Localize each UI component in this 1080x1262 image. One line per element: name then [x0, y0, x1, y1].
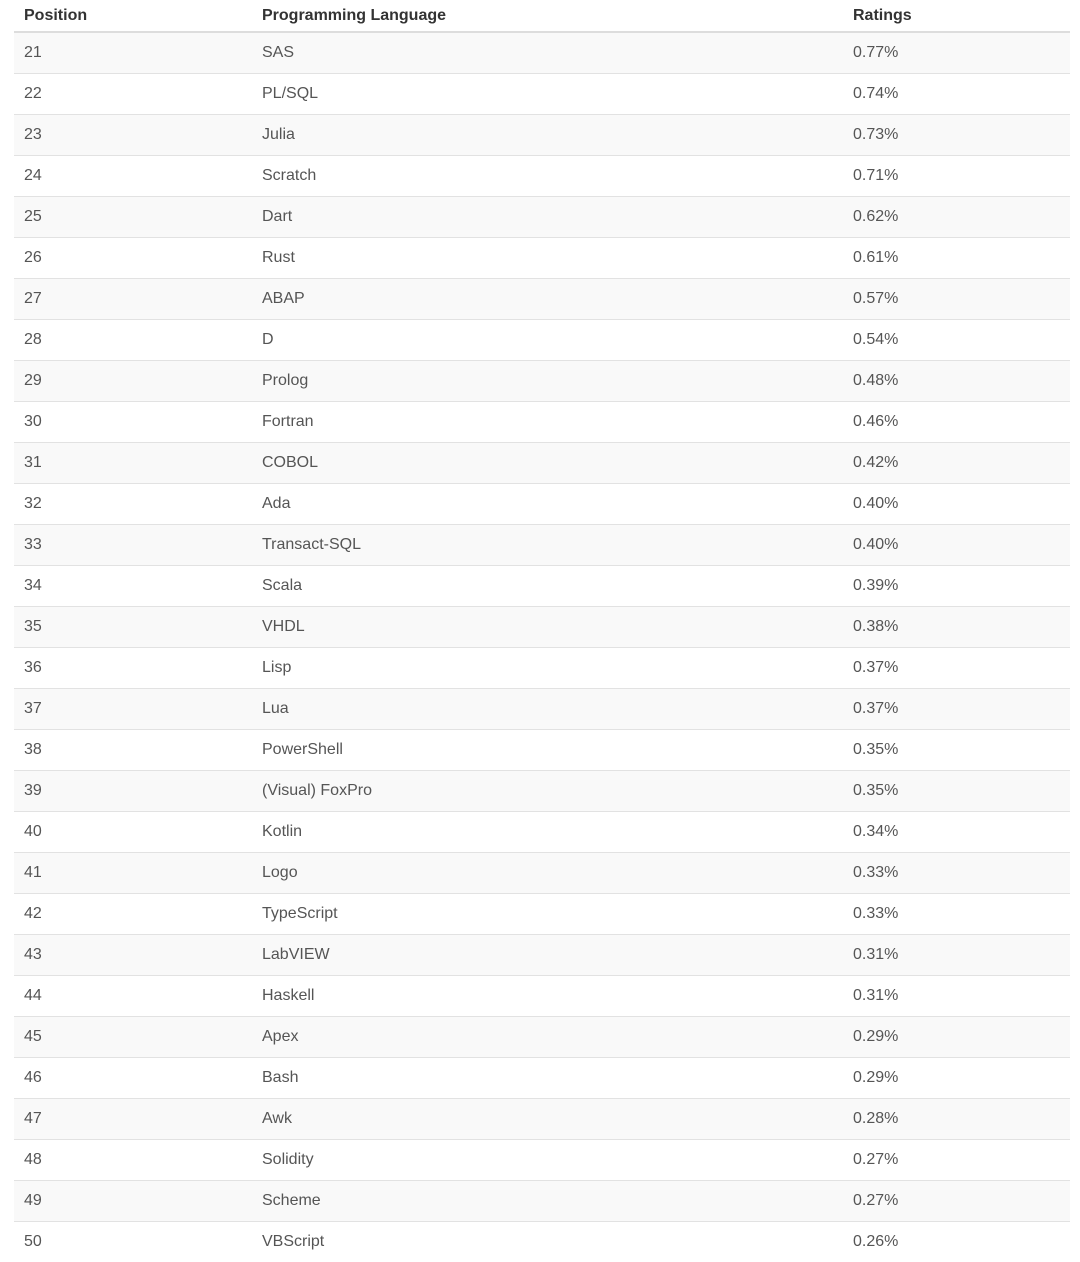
- cell-rating: 0.27%: [843, 1180, 1070, 1221]
- table-row: [14, 565, 1070, 606]
- table-row: [14, 442, 1070, 483]
- table-row: [14, 770, 1070, 811]
- cell-position: 37: [14, 688, 252, 729]
- table-row: [14, 811, 1070, 852]
- cell-position: 21: [14, 32, 252, 73]
- cell-language: Rust: [252, 237, 843, 278]
- cell-language: Ada: [252, 483, 843, 524]
- cell-position: 38: [14, 729, 252, 770]
- cell-rating: 0.77%: [843, 32, 1070, 73]
- cell-rating: 0.27%: [843, 1139, 1070, 1180]
- table-row: [14, 1098, 1070, 1139]
- cell-position: 49: [14, 1180, 252, 1221]
- cell-rating: 0.48%: [843, 360, 1070, 401]
- table-row: [14, 401, 1070, 442]
- header-row: [14, 0, 1070, 32]
- table-row: [14, 196, 1070, 237]
- cell-language: Fortran: [252, 401, 843, 442]
- table-row: [14, 319, 1070, 360]
- table-row: [14, 975, 1070, 1016]
- cell-language: LabVIEW: [252, 934, 843, 975]
- cell-language: Julia: [252, 114, 843, 155]
- cell-position: 44: [14, 975, 252, 1016]
- cell-position: 30: [14, 401, 252, 442]
- table-row: [14, 360, 1070, 401]
- cell-rating: 0.71%: [843, 155, 1070, 196]
- cell-language: Logo: [252, 852, 843, 893]
- ranking-table-container: [14, 0, 1070, 1262]
- cell-rating: 0.57%: [843, 278, 1070, 319]
- cell-rating: 0.29%: [843, 1057, 1070, 1098]
- cell-rating: 0.29%: [843, 1016, 1070, 1057]
- cell-language: Awk: [252, 1098, 843, 1139]
- cell-position: 48: [14, 1139, 252, 1180]
- cell-language: Solidity: [252, 1139, 843, 1180]
- cell-rating: 0.38%: [843, 606, 1070, 647]
- cell-language: Lua: [252, 688, 843, 729]
- cell-rating: 0.37%: [843, 688, 1070, 729]
- table-row: [14, 1016, 1070, 1057]
- cell-rating: 0.31%: [843, 975, 1070, 1016]
- cell-rating: 0.35%: [843, 770, 1070, 811]
- cell-language: Dart: [252, 196, 843, 237]
- table-row: [14, 278, 1070, 319]
- cell-rating: 0.39%: [843, 565, 1070, 606]
- column-header-ratings: Ratings: [843, 0, 1070, 32]
- cell-rating: 0.42%: [843, 442, 1070, 483]
- cell-position: 24: [14, 155, 252, 196]
- cell-position: 26: [14, 237, 252, 278]
- cell-position: 34: [14, 565, 252, 606]
- cell-position: 40: [14, 811, 252, 852]
- table-row: [14, 483, 1070, 524]
- cell-language: Bash: [252, 1057, 843, 1098]
- cell-position: 45: [14, 1016, 252, 1057]
- cell-language: Kotlin: [252, 811, 843, 852]
- table-row: [14, 606, 1070, 647]
- cell-language: TypeScript: [252, 893, 843, 934]
- cell-language: Apex: [252, 1016, 843, 1057]
- table-row: [14, 934, 1070, 975]
- cell-rating: 0.54%: [843, 319, 1070, 360]
- cell-language: PL/SQL: [252, 73, 843, 114]
- cell-rating: 0.61%: [843, 237, 1070, 278]
- cell-rating: 0.28%: [843, 1098, 1070, 1139]
- cell-rating: 0.35%: [843, 729, 1070, 770]
- cell-position: 23: [14, 114, 252, 155]
- cell-position: 47: [14, 1098, 252, 1139]
- table-row: [14, 1221, 1070, 1262]
- table-header: [14, 0, 1070, 32]
- cell-rating: 0.62%: [843, 196, 1070, 237]
- table-row: [14, 729, 1070, 770]
- cell-position: 31: [14, 442, 252, 483]
- cell-language: COBOL: [252, 442, 843, 483]
- table-row: [14, 852, 1070, 893]
- cell-rating: 0.31%: [843, 934, 1070, 975]
- cell-position: 25: [14, 196, 252, 237]
- cell-language: ABAP: [252, 278, 843, 319]
- table-row: [14, 1180, 1070, 1221]
- cell-position: 35: [14, 606, 252, 647]
- table-row: [14, 524, 1070, 565]
- cell-language: Prolog: [252, 360, 843, 401]
- table-row: [14, 1139, 1070, 1180]
- cell-position: 28: [14, 319, 252, 360]
- cell-rating: 0.26%: [843, 1221, 1070, 1262]
- cell-language: PowerShell: [252, 729, 843, 770]
- cell-position: 27: [14, 278, 252, 319]
- cell-rating: 0.34%: [843, 811, 1070, 852]
- cell-position: 39: [14, 770, 252, 811]
- cell-language: D: [252, 319, 843, 360]
- cell-position: 36: [14, 647, 252, 688]
- table-row: [14, 647, 1070, 688]
- cell-language: Haskell: [252, 975, 843, 1016]
- column-header-position: Position: [14, 0, 252, 32]
- cell-rating: 0.37%: [843, 647, 1070, 688]
- cell-position: 46: [14, 1057, 252, 1098]
- cell-position: 32: [14, 483, 252, 524]
- cell-language: SAS: [252, 32, 843, 73]
- cell-language: Scala: [252, 565, 843, 606]
- cell-language: VBScript: [252, 1221, 843, 1262]
- cell-rating: 0.33%: [843, 893, 1070, 934]
- cell-language: Lisp: [252, 647, 843, 688]
- cell-rating: 0.74%: [843, 73, 1070, 114]
- cell-position: 50: [14, 1221, 252, 1262]
- cell-rating: 0.46%: [843, 401, 1070, 442]
- cell-rating: 0.40%: [843, 524, 1070, 565]
- table-row: [14, 73, 1070, 114]
- cell-language: (Visual) FoxPro: [252, 770, 843, 811]
- cell-language: Scheme: [252, 1180, 843, 1221]
- table-body: [14, 32, 1070, 1262]
- cell-language: VHDL: [252, 606, 843, 647]
- cell-position: 33: [14, 524, 252, 565]
- table-row: [14, 688, 1070, 729]
- table-row: [14, 237, 1070, 278]
- cell-language: Scratch: [252, 155, 843, 196]
- table-row: [14, 893, 1070, 934]
- cell-position: 29: [14, 360, 252, 401]
- table-row: [14, 114, 1070, 155]
- table-row: [14, 155, 1070, 196]
- table-row: [14, 1057, 1070, 1098]
- cell-rating: 0.73%: [843, 114, 1070, 155]
- column-header-language: Programming Language: [252, 0, 843, 32]
- cell-position: 22: [14, 73, 252, 114]
- cell-rating: 0.40%: [843, 483, 1070, 524]
- cell-position: 42: [14, 893, 252, 934]
- cell-language: Transact-SQL: [252, 524, 843, 565]
- cell-position: 41: [14, 852, 252, 893]
- ranking-table: [14, 0, 1070, 1262]
- cell-rating: 0.33%: [843, 852, 1070, 893]
- table-row: [14, 32, 1070, 73]
- cell-position: 43: [14, 934, 252, 975]
